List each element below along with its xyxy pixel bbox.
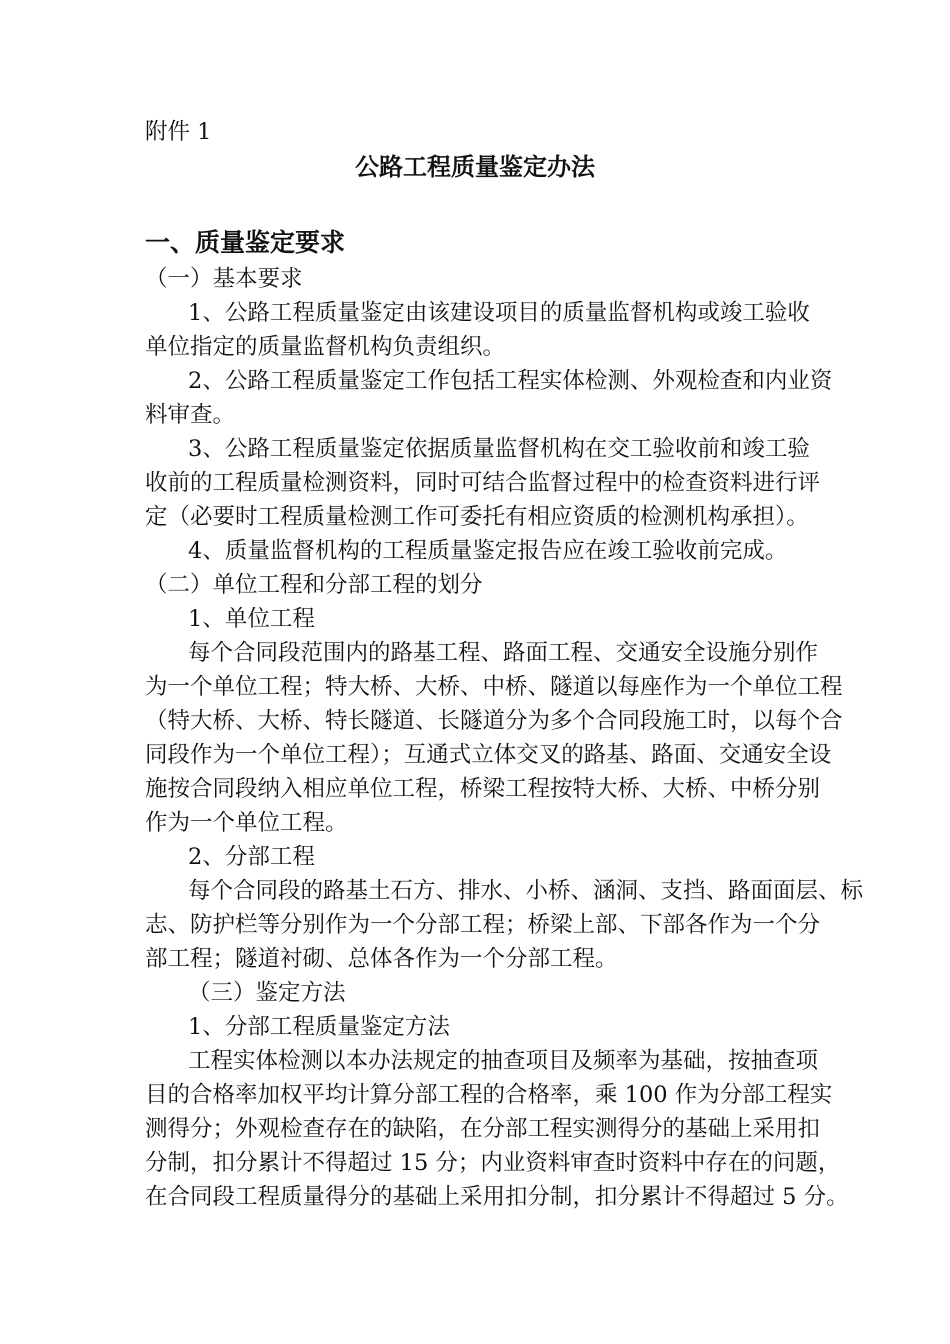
annex-label: 附件 1 bbox=[145, 119, 212, 145]
paragraph-line: 作为一个单位工程。 bbox=[145, 810, 348, 836]
item-heading: 2、分部工程 bbox=[188, 844, 315, 870]
item-heading: 1、单位工程 bbox=[188, 606, 315, 632]
paragraph-line: 4、质量监督机构的工程质量鉴定报告应在竣工验收前完成。 bbox=[188, 538, 788, 564]
paragraph-line: 志、防护栏等分别作为一个分部工程；桥梁上部、下部各作为一个分 bbox=[145, 912, 821, 938]
paragraph-line: 定（必要时工程质量检测工作可委托有相应资质的检测机构承担）。 bbox=[145, 504, 809, 530]
paragraph-line: 在合同段工程质量得分的基础上采用扣分制，扣分累计不得超过 5 分。 bbox=[145, 1184, 849, 1210]
paragraph-line: 料审查。 bbox=[145, 402, 236, 428]
paragraph-line: 2、公路工程质量鉴定工作包括工程实体检测、外观检查和内业资 bbox=[188, 368, 833, 394]
paragraph-line: 分制，扣分累计不得超过 15 分；内业资料审查时资料中存在的问题， bbox=[145, 1150, 841, 1176]
paragraph-line: 部工程；隧道衬砌、总体各作为一个分部工程。 bbox=[145, 946, 618, 972]
subsection-heading: （一）基本要求 bbox=[145, 266, 303, 292]
paragraph-line: 工程实体检测以本办法规定的抽查项目及频率为基础，按抽查项 bbox=[188, 1048, 819, 1074]
paragraph-line: （特大桥、大桥、特长隧道、长隧道分为多个合同段施工时，以每个合 bbox=[145, 708, 843, 734]
paragraph-line: 单位指定的质量监督机构负责组织。 bbox=[145, 334, 506, 360]
paragraph-line: 1、公路工程质量鉴定由该建设项目的质量监督机构或竣工验收 bbox=[188, 300, 810, 326]
paragraph-line: 3、公路工程质量鉴定依据质量监督机构在交工验收前和竣工验 bbox=[188, 436, 810, 462]
paragraph-line: 施按合同段纳入相应单位工程，桥梁工程按特大桥、大桥、中桥分别 bbox=[145, 776, 821, 802]
paragraph-line: 每个合同段范围内的路基工程、路面工程、交通安全设施分别作 bbox=[188, 640, 819, 666]
subsection-heading: （三）鉴定方法 bbox=[188, 980, 346, 1006]
paragraph-line: 同段作为一个单位工程）；互通式立体交叉的路基、路面、交通安全设 bbox=[145, 742, 832, 768]
paragraph-line: 目的合格率加权平均计算分部工程的合格率，乘 100 作为分部工程实 bbox=[145, 1082, 833, 1108]
section-heading: 一、质量鉴定要求 bbox=[145, 228, 346, 257]
subsection-heading: （二）单位工程和分部工程的划分 bbox=[145, 572, 483, 598]
paragraph-line: 每个合同段的路基土石方、排水、小桥、涵洞、支挡、路面面层、标 bbox=[188, 878, 864, 904]
paragraph-line: 收前的工程质量检测资料，同时可结合监督过程中的检查资料进行评 bbox=[145, 470, 821, 496]
document-title: 公路工程质量鉴定办法 bbox=[355, 153, 595, 181]
paragraph-line: 测得分；外观检查存在的缺陷，在分部工程实测得分的基础上采用扣 bbox=[145, 1116, 821, 1142]
item-heading: 1、分部工程质量鉴定方法 bbox=[188, 1014, 450, 1040]
paragraph-line: 为一个单位工程；特大桥、大桥、中桥、隧道以每座作为一个单位工程 bbox=[145, 674, 843, 700]
